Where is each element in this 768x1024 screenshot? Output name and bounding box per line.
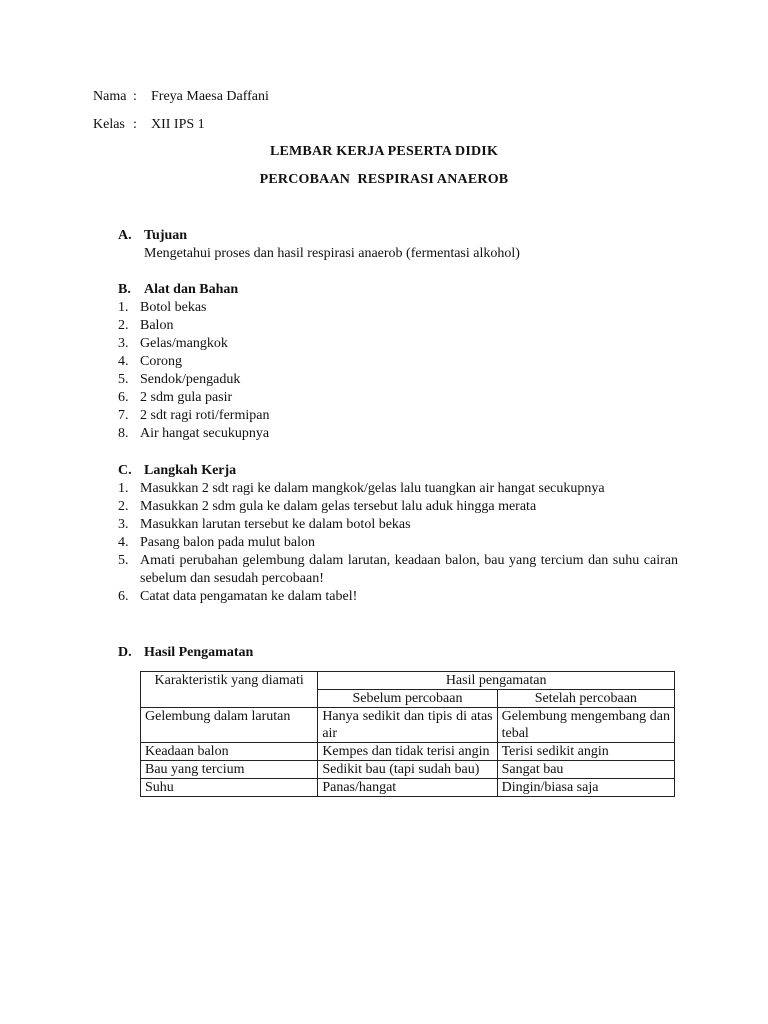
cell-before: Kempes dan tidak terisi angin bbox=[318, 743, 497, 761]
list-item bbox=[118, 407, 678, 425]
section-heading bbox=[118, 462, 678, 480]
name-row bbox=[93, 88, 269, 106]
cell-after: Terisi sedikit angin bbox=[497, 743, 674, 761]
list-text: Corong bbox=[140, 354, 182, 369]
list-text: Balon bbox=[140, 318, 174, 333]
header-characteristic: Karakteristik yang diamati bbox=[141, 672, 318, 708]
list-item bbox=[118, 552, 678, 588]
table-row bbox=[141, 761, 675, 779]
section-letter: B. bbox=[118, 282, 131, 297]
list-number: 8. bbox=[118, 426, 129, 441]
section-langkah-kerja bbox=[118, 462, 678, 606]
cell-characteristic: Gelembung dalam larutan bbox=[141, 708, 318, 743]
list-item bbox=[118, 335, 678, 353]
section-letter: D. bbox=[118, 645, 132, 660]
section-title: Langkah Kerja bbox=[144, 463, 237, 478]
cell-characteristic: Suhu bbox=[141, 779, 318, 797]
cell-characteristic: Bau yang tercium bbox=[141, 761, 318, 779]
list-item bbox=[118, 371, 678, 389]
list-text: Amati perubahan gelembung dalam larutan, keadaan balon, bau yang tercium dan suhu cairan sebelum dan sesudah percobaan! bbox=[140, 553, 678, 586]
list-item bbox=[118, 588, 678, 606]
name-colon: : bbox=[133, 89, 137, 104]
cell-before: Panas/hangat bbox=[318, 779, 497, 797]
list-text: Gelas/mangkok bbox=[140, 336, 228, 351]
list-item bbox=[118, 516, 678, 534]
steps-list bbox=[118, 480, 678, 606]
section-title: Alat dan Bahan bbox=[144, 282, 239, 297]
list-number: 7. bbox=[118, 408, 129, 423]
cell-before: Sedikit bau (tapi sudah bau) bbox=[318, 761, 497, 779]
list-number: 4. bbox=[118, 535, 129, 550]
section-hasil-pengamatan bbox=[118, 644, 678, 662]
list-item bbox=[118, 353, 678, 371]
list-text: Air hangat secukupnya bbox=[140, 426, 270, 441]
list-text: 2 sdm gula pasir bbox=[140, 390, 233, 405]
list-item bbox=[118, 534, 678, 552]
section-heading bbox=[118, 227, 678, 245]
list-number: 2. bbox=[118, 499, 129, 514]
table-row bbox=[141, 779, 675, 797]
list-text: Masukkan larutan tersebut ke dalam botol bekas bbox=[140, 517, 411, 532]
header-after: Setelah percobaan bbox=[497, 690, 674, 708]
cell-characteristic: Keadaan balon bbox=[141, 743, 318, 761]
section-text: Mengetahui proses dan hasil respirasi anaerob (fermentasi alkohol) bbox=[144, 246, 520, 261]
class-colon: : bbox=[133, 117, 137, 132]
list-text: Masukkan 2 sdt ragi ke dalam mangkok/gelas lalu tuangkan air hangat secukupnya bbox=[140, 481, 605, 496]
list-number: 5. bbox=[118, 372, 129, 387]
list-number: 5. bbox=[118, 553, 129, 568]
name-label: Nama bbox=[93, 89, 127, 104]
section-alat-bahan bbox=[118, 281, 678, 443]
section-title: Tujuan bbox=[144, 228, 188, 243]
section-letter: A. bbox=[118, 228, 132, 243]
list-item bbox=[118, 317, 678, 335]
list-item bbox=[118, 425, 678, 443]
class-row bbox=[93, 116, 205, 134]
list-item bbox=[118, 498, 678, 516]
list-number: 2. bbox=[118, 318, 129, 333]
section-letter: C. bbox=[118, 463, 132, 478]
table-row bbox=[141, 743, 675, 761]
list-text: Pasang balon pada mulut balon bbox=[140, 535, 315, 550]
header-before: Sebelum percobaan bbox=[318, 690, 497, 708]
list-number: 3. bbox=[118, 517, 129, 532]
list-item bbox=[118, 389, 678, 407]
cell-after: Dingin/biasa saja bbox=[497, 779, 674, 797]
cell-after: Sangat bau bbox=[497, 761, 674, 779]
document-title: LEMBAR KERJA PESERTA DIDIK bbox=[269, 144, 499, 159]
header-result: Hasil pengamatan bbox=[318, 672, 675, 690]
class-value: XII IPS 1 bbox=[151, 117, 205, 132]
list-number: 6. bbox=[118, 390, 129, 405]
section-heading bbox=[118, 644, 678, 662]
section-title: Hasil Pengamatan bbox=[144, 645, 254, 660]
list-item bbox=[118, 299, 678, 317]
list-number: 4. bbox=[118, 354, 129, 369]
cell-after: Gelembung mengembang dan tebal bbox=[497, 708, 674, 743]
section-heading bbox=[118, 281, 678, 299]
table-header-row bbox=[141, 672, 675, 690]
section-tujuan bbox=[118, 227, 678, 263]
list-text: Masukkan 2 sdm gula ke dalam gelas tersebut lalu aduk hingga merata bbox=[140, 499, 537, 514]
cell-before: Hanya sedikit dan tipis di atas air bbox=[318, 708, 497, 743]
name-value: Freya Maesa Daffani bbox=[151, 89, 269, 104]
materials-list bbox=[118, 299, 678, 443]
list-number: 6. bbox=[118, 589, 129, 604]
list-text: Sendok/pengaduk bbox=[140, 372, 241, 387]
list-number: 3. bbox=[118, 336, 129, 351]
list-text: Botol bekas bbox=[140, 300, 207, 315]
list-item bbox=[118, 480, 678, 498]
list-number: 1. bbox=[118, 300, 129, 315]
class-label: Kelas bbox=[93, 117, 125, 132]
list-number: 1. bbox=[118, 481, 129, 496]
list-text: Catat data pengamatan ke dalam tabel! bbox=[140, 589, 358, 604]
observation-table bbox=[140, 671, 675, 797]
document-subtitle: PERCOBAAN RESPIRASI ANAEROB bbox=[259, 172, 509, 187]
list-text: 2 sdt ragi roti/fermipan bbox=[140, 408, 270, 423]
table-row bbox=[141, 708, 675, 743]
